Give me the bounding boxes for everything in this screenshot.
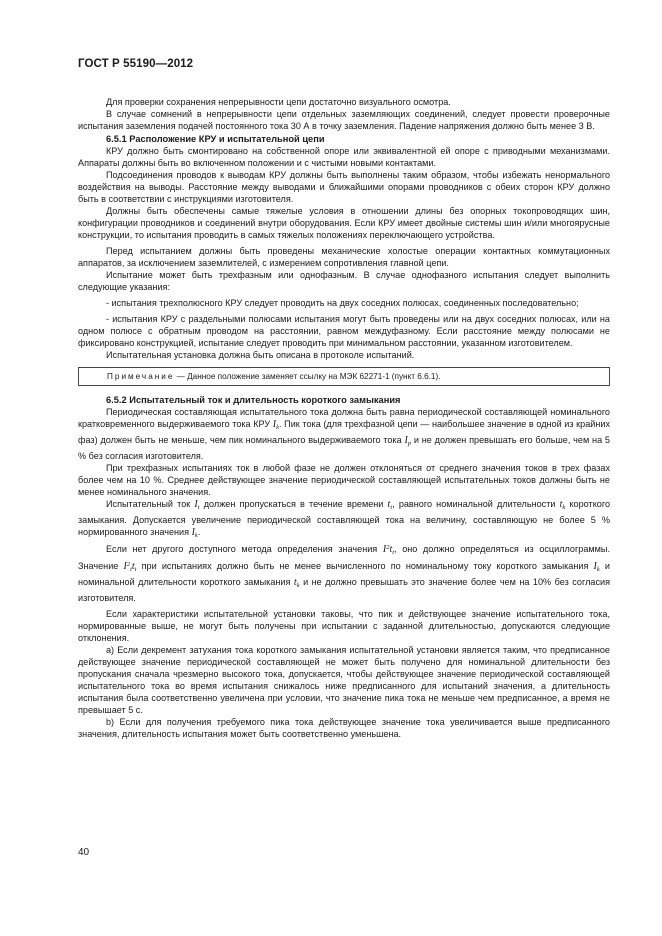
paragraph: Испытание может быть трехфазным или однофазным. В случае однофазного испытания следует выполнить следующие указания:	[78, 270, 610, 292]
note-label: Примечание	[107, 372, 175, 381]
paragraph: Должны быть обеспечены самые тяжелые условия в отношении длины без опорных токопроводящих шин, конфигурации проводников и соединений внутри оборудования. Если КРУ имеет двойные системы шин и/или многоярусные конструкции, то испытания проводить в самых тяжелых положениях переключающего устройства.	[78, 206, 610, 240]
paragraph: Испытательная установка должна быть описана в протоколе испытаний.	[106, 350, 415, 360]
section-heading-652: 6.5.2 Испытательный ток и длительность короткого замыкания	[106, 395, 401, 405]
symbol-tk: $t_k$	[559, 499, 566, 511]
page-number: 40	[78, 847, 90, 858]
document-body	[78, 96, 610, 740]
paragraph: а) Если декремент затухания тока короткого замыкания испытательной установки является таким, что предписанное действующее значение периодической составляющей не может быть получено для номинальной длительности без пропускания сначала чрезмерно высокого тока, допускается, чтобы действующее значение периодической составляющей испытательного тока во время испытания снижалось ниже предписанного для испытаний значения, а длительность испытания была соответственно увеличена при условии, что значение пика тока не меньше чем предписанное, а время не превышает 5 с.	[78, 645, 610, 715]
symbol-i2t: $I^2_tt_t$	[123, 561, 137, 573]
symbol-ik: $I_k$	[272, 419, 280, 431]
symbol-i2t: $I^2t_t$	[382, 544, 395, 556]
paragraph: Подсоединения проводов к выводам КРУ должны быть выполнены таким образом, чтобы избежать ненормального воздействия на выводы. Расстояние между выводами и ближайшими опорами проводников с обеих сторон КРУ должно быть в соответствии с инструкциями изготовителя.	[78, 170, 610, 204]
list-item: - испытания трехполюсного КРУ следует проводить на двух соседних полюсах, соединенных последовательно;	[106, 298, 579, 308]
symbol-it: $I_t$	[194, 499, 200, 511]
paragraph: Перед испытанием должны быть проведены механические холостые операции контактных коммутационных аппаратов, за исключением заземлителей, с измерением сопротивления главной цепи.	[78, 246, 610, 268]
section-heading-651: 6.5.1 Расположение КРУ и испытательной цепи	[106, 134, 325, 144]
paragraph: Периодическая составляющая испытательного тока должна быть равна периодической составляющей номинального кратковременного выдерживаемого тока КРУ $I_k$. Пик тока (для трехфазной цепи — наибольшее значение в одной из крайних фаз) должен быть не меньше, чем пик номинального выдерживаемого тока $I_p$ и не должен превышать его больше, чем на 5 % без согласия изготовителя.	[78, 407, 610, 461]
symbol-ik: $I_k$	[593, 561, 600, 573]
paragraph: Для проверки сохранения непрерывности цепи достаточно визуального осмотра.	[106, 97, 451, 107]
symbol-ik: $I_k$	[191, 527, 198, 539]
paragraph: При трехфазных испытаниях ток в любой фазе не должен отклоняться от среднего значения токов в трех фазах более чем на 10 %. Среднее действующее значение периодической составляющей испытательных токов должны быть не менее номинального значения.	[78, 463, 610, 497]
list-item: - испытания КРУ с раздельными полюсами испытания могут быть проведены или на двух соседних полюсах, или на одном полюсе с обратным проводом на расстоянии, равном междуфазному. Если расстояние между полюсами не фиксировано конструкцией, испытание следует проводить при минимальном расстоянии, указанном изготовителем.	[78, 314, 610, 348]
paragraph: Испытательный ток $I_t$ должен пропускаться в течение времени $t_t$, равного номинальной длительности $t_k$ короткого замыкания. Допускается увеличение периодической составляющей тока на величину, составляющую не более 5 % нормированного значения $I_k$.	[78, 499, 611, 539]
paragraph: КРУ должно быть смонтировано на собственной опоре или эквивалентной ей опоре с приводными механизмами. Аппараты должны быть во включенном положении и с чистыми новыми контактами.	[78, 146, 610, 168]
paragraph: b) Если для получения требуемого пика тока действующее значение тока увеличивается выше предписанного значения, длительность испытания может быть соответственно уменьшена.	[78, 717, 610, 739]
symbol-tk: $t_k$	[293, 577, 300, 589]
symbol-tt: $t_t$	[387, 499, 393, 511]
note-text: — Данное положение заменяет ссылку на МЭК 62271-1 (пункт 6.6.1).	[174, 372, 441, 381]
paragraph: В случае сомнений в непрерывности цепи отдельных заземляющих соединений, следует провести проверочные испытания заземления подачей постоянного тока 30 А в точку заземления. Падение напряжения должно быть менее 3 В.	[78, 109, 610, 131]
symbol-ip: $I_p$	[404, 435, 412, 447]
note-box	[78, 367, 610, 386]
paragraph: Если характеристики испытательной установки таковы, что пик и действующее значение испытательного тока, нормированные выше, не могут быть получены при испытании с заданной длительностью, допускаются следующие отклонения.	[78, 609, 610, 643]
paragraph: Если нет другого доступного метода определения значения $I^2t_t$, оно должно определяться из осциллограммы. Значение $I^2_tt_t$ при испытаниях должно быть не менее вычисленного по номинальному току короткого замыкания $I_k$ и номинальной длительности короткого замыкания $t_k$ и не должно превышать это значение более чем на 10% без согласия изготовителя.	[78, 544, 610, 603]
standard-header: ГОСТ Р 55190—2012	[78, 58, 194, 70]
